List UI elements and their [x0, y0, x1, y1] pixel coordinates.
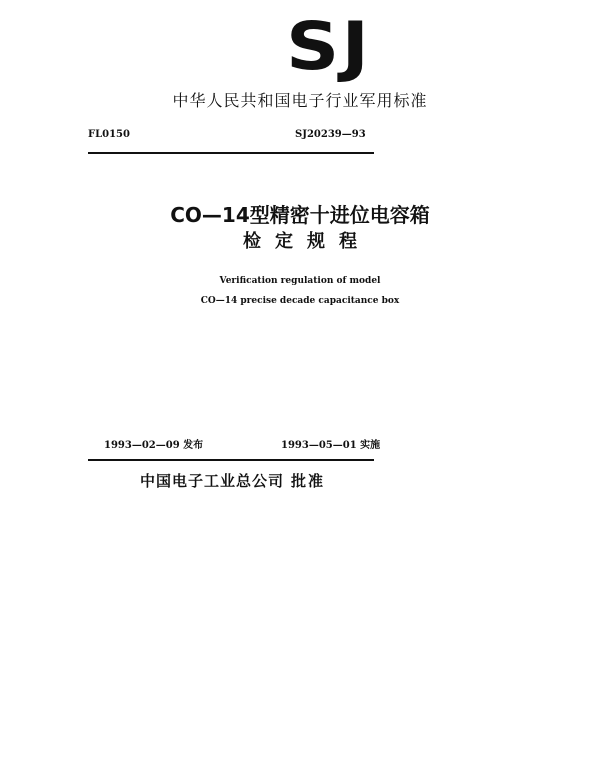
- document-subtitle-chinese: 检定规程: [243, 231, 371, 252]
- document-title-english-line1: Verification regulation of model: [219, 276, 381, 286]
- effective-date: 1993—05—01 实施: [281, 440, 381, 451]
- standard-category: 中华人民共和国电子行业军用标准: [172, 91, 428, 110]
- sj-logo: SJ: [286, 8, 372, 85]
- issue-date: 1993—02—09 发布: [104, 440, 204, 451]
- approving-authority: 中国电子工业总公司: [140, 472, 285, 490]
- header-divider: [88, 152, 374, 154]
- document-title-english-line2: CO—14 precise decade capacitance box: [200, 296, 400, 306]
- standard-number: SJ20239—93: [295, 129, 366, 140]
- approval-label: 批准: [291, 472, 326, 490]
- classification-code: FL0150: [88, 129, 130, 140]
- document-title-chinese: CO—14型精密十进位电容箱: [170, 203, 430, 227]
- footer-divider: [88, 459, 374, 461]
